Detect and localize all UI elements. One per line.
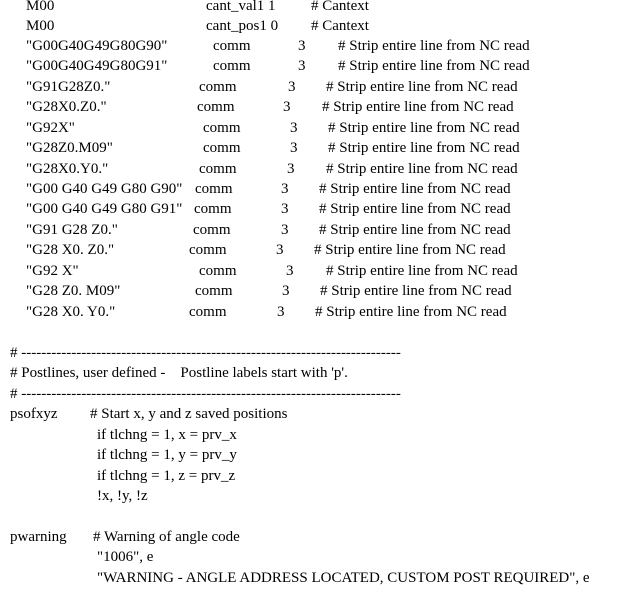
table-row-var: cant_val1 1	[206, 0, 276, 14]
table-row-value: 3	[277, 304, 285, 320]
postline-label: pwarning	[10, 529, 67, 545]
table-row-comment: # Cantext	[311, 0, 369, 14]
table-row-var: comm	[197, 99, 235, 115]
table-row-comment: # Strip entire line from NC read	[326, 79, 518, 95]
table-row-comment: # Strip entire line from NC read	[315, 304, 507, 320]
table-row-code: "G00 G40 G49 G80 G90"	[26, 181, 183, 197]
table-row-code: "G28Z0.M09"	[26, 140, 113, 156]
table-row-value: 3	[281, 222, 289, 238]
table-row-code: "G28 Z0. M09"	[26, 283, 121, 299]
table-row-var: comm	[195, 181, 233, 197]
table-row-code: M00	[26, 0, 55, 14]
postline-comment: # Warning of angle code	[93, 529, 240, 545]
table-row-code: "G91G28Z0."	[26, 79, 111, 95]
table-row-value: 3	[283, 99, 291, 115]
table-row-var: comm	[199, 79, 237, 95]
table-row-var: comm	[203, 140, 241, 156]
section-heading: # Postlines, user defined - Postline labels start with 'p'.	[10, 365, 348, 381]
table-row-comment: # Strip entire line from NC read	[338, 38, 530, 54]
table-row-comment: # Strip entire line from NC read	[314, 242, 506, 258]
table-row-comment: # Strip entire line from NC read	[338, 58, 530, 74]
table-row-value: 3	[298, 58, 306, 74]
table-row-code: "G00 G40 G49 G80 G91"	[26, 201, 183, 217]
table-row-comment: # Strip entire line from NC read	[319, 222, 511, 238]
divider-bottom: # ----------------------------------------------------------------------------	[10, 386, 401, 402]
table-row-var: comm	[199, 263, 237, 279]
table-row-code: "G00G40G49G80G91"	[26, 58, 168, 74]
table-row-comment: # Strip entire line from NC read	[319, 201, 511, 217]
table-row-comment: # Strip entire line from NC read	[328, 120, 520, 136]
table-row-comment: # Strip entire line from NC read	[326, 263, 518, 279]
table-row-code: "G92X"	[26, 120, 75, 136]
table-row-value: 3	[298, 38, 306, 54]
table-row-comment: # Strip entire line from NC read	[319, 181, 511, 197]
code-line: if tlchng = 1, z = prv_z	[97, 468, 236, 484]
table-row-value: 3	[287, 161, 295, 177]
table-row-var: comm	[189, 242, 227, 258]
table-row-code: "G28X0.Y0."	[26, 161, 109, 177]
table-row-var: comm	[199, 161, 237, 177]
table-row-value: 3	[281, 201, 289, 217]
table-row-var: cant_pos1 0	[206, 18, 279, 34]
table-row-value: 3	[282, 283, 290, 299]
table-row-value: 3	[288, 79, 296, 95]
table-row-comment: # Strip entire line from NC read	[322, 99, 514, 115]
table-row-comment: # Strip entire line from NC read	[326, 161, 518, 177]
table-row-code: "G92 X"	[26, 263, 79, 279]
code-line: "WARNING - ANGLE ADDRESS LOCATED, CUSTOM POST REQUIRED", e	[97, 570, 590, 586]
table-row-comment: # Strip entire line from NC read	[320, 283, 512, 299]
table-row-comment: # Strip entire line from NC read	[328, 140, 520, 156]
table-row-value: 3	[286, 263, 294, 279]
table-row-var: comm	[213, 38, 251, 54]
table-row-comment: # Cantext	[311, 18, 369, 34]
table-row-value: 3	[281, 181, 289, 197]
code-line: !x, !y, !z	[97, 488, 148, 504]
table-row-var: comm	[203, 120, 241, 136]
table-row-var: comm	[189, 304, 227, 320]
postline-label: psofxyz	[10, 406, 58, 422]
table-row-value: 3	[290, 120, 298, 136]
table-row-var: comm	[193, 222, 231, 238]
table-row-code: "G00G40G49G80G90"	[26, 38, 168, 54]
table-row-code: M00	[26, 18, 55, 34]
table-row-var: comm	[213, 58, 251, 74]
table-row-value: 3	[290, 140, 298, 156]
divider-top: # ----------------------------------------------------------------------------	[10, 345, 401, 361]
table-row-var: comm	[194, 201, 232, 217]
table-row-code: "G28X0.Z0."	[26, 99, 107, 115]
table-row-code: "G91 G28 Z0."	[26, 222, 118, 238]
table-row-var: comm	[195, 283, 233, 299]
code-line: if tlchng = 1, x = prv_x	[97, 427, 237, 443]
code-line: if tlchng = 1, y = prv_y	[97, 447, 237, 463]
code-line: "1006", e	[97, 549, 154, 565]
postline-comment: # Start x, y and z saved positions	[90, 406, 288, 422]
table-row-code: "G28 X0. Z0."	[26, 242, 115, 258]
table-row-value: 3	[276, 242, 284, 258]
table-row-code: "G28 X0. Y0."	[26, 304, 116, 320]
